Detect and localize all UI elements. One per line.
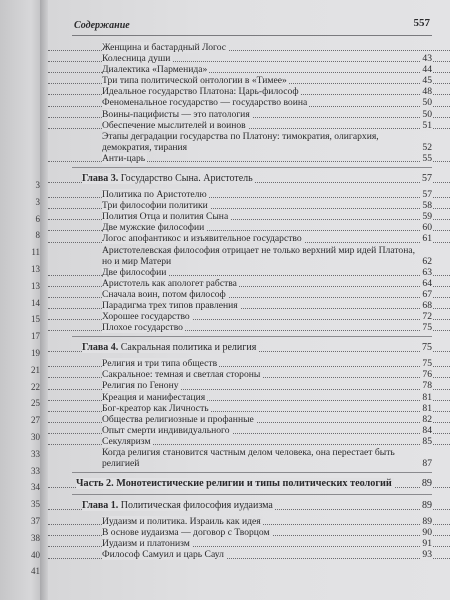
toc-entry <box>48 109 450 120</box>
toc-entry <box>48 538 450 549</box>
toc-entry-title: Три философии политики <box>102 200 208 212</box>
toc-entry <box>48 369 450 380</box>
toc-entry <box>48 414 450 425</box>
toc-entry <box>48 425 450 436</box>
toc-entry-page: 85 <box>422 435 432 447</box>
toc-entry <box>48 403 450 414</box>
toc-entry-title: Сначала воин, потом философ <box>102 288 226 300</box>
left-page-number: 33 <box>31 465 40 476</box>
toc-entry <box>48 153 450 164</box>
section-divider <box>72 167 432 168</box>
left-page-number: 8 <box>35 230 40 241</box>
toc-entry <box>48 436 450 447</box>
toc-entry-title: Плохое государство <box>102 322 183 334</box>
toc-entry-title: Полития Отца и полития Сына <box>102 211 229 223</box>
toc-entry-title: Хорошее государство <box>102 311 190 323</box>
toc-entry <box>48 516 450 527</box>
table-of-contents <box>48 42 450 561</box>
toc-entry <box>48 447 450 469</box>
toc-entry-page: 93 <box>422 549 432 561</box>
toc-entry-title: Логос апофантикос и изъявительное государство <box>102 233 302 245</box>
chapter-page: 89 <box>422 500 432 512</box>
toc-entry-title: Иудаизм и платонизм <box>102 538 190 550</box>
toc-entry-page: 67 <box>422 288 432 300</box>
toc-entry-page: 89 <box>422 516 432 528</box>
toc-entry <box>48 549 450 560</box>
part-page: 89 <box>421 478 432 490</box>
toc-entry-page: 45 <box>422 75 432 87</box>
toc-entry <box>48 267 450 278</box>
toc-entry-page: 81 <box>422 391 432 403</box>
left-page-number: 22 <box>31 381 40 392</box>
toc-entry-title: Анти-царь <box>102 152 146 164</box>
toc-section-ch1 <box>48 516 450 560</box>
toc-entry-page: 91 <box>422 538 432 550</box>
toc-chapter-3 <box>48 173 450 185</box>
toc-entry-page: 50 <box>422 97 432 109</box>
toc-entry <box>48 53 450 64</box>
left-page-number: 27 <box>31 415 40 426</box>
toc-entry-page: 81 <box>422 402 432 414</box>
left-page-number: 15 <box>31 314 40 325</box>
toc-entry <box>48 97 450 108</box>
toc-entry-page: 75 <box>422 322 432 334</box>
left-page-number: 13 <box>31 280 40 291</box>
chapter-label: Глава 1. <box>82 500 119 512</box>
chapter-title: Политическая философия иудаизма <box>120 500 273 512</box>
toc-section-ch3 <box>48 189 450 333</box>
toc-entry-page: 48 <box>422 86 432 98</box>
toc-entry-title: Аристотелевская философия отрицает не только верхний мир идей Платона, но и мир Матери <box>102 244 415 267</box>
toc-entry-page: 44 <box>422 64 432 76</box>
left-page-number: 6 <box>35 213 40 224</box>
toc-entry-title: Аристотель как апологет рабства <box>102 277 237 289</box>
toc-entry-page: 84 <box>422 424 432 436</box>
toc-chapter-1 <box>48 500 450 512</box>
toc-entry <box>48 86 450 97</box>
toc-section-top <box>48 42 450 164</box>
toc-entry-title: Парадигма трех типов правления <box>102 299 238 311</box>
toc-entry <box>48 527 450 538</box>
toc-entry-page: 63 <box>422 266 432 278</box>
previous-page-edge <box>0 0 44 600</box>
toc-entry-page: 87 <box>422 458 432 470</box>
toc-entry-title: Креация и манифестация <box>102 391 206 403</box>
toc-entry-title: Идеальное государство Платона: Царь-философ <box>102 86 299 98</box>
header-rule <box>72 35 432 36</box>
left-page-number: 40 <box>31 549 40 560</box>
toc-entry-title: Когда религия становится частным делом человека, она перестает быть религией <box>102 447 395 470</box>
section-divider <box>72 494 432 495</box>
toc-entry-title: В основе иудаизма — договор с Творцом <box>102 527 270 539</box>
section-divider <box>72 472 432 473</box>
toc-entry-page: 75 <box>422 358 432 370</box>
toc-entry <box>48 120 450 131</box>
toc-entry-page: 43 <box>422 53 432 65</box>
toc-entry-page: 68 <box>422 299 432 311</box>
toc-entry-title: Воины-пацифисты — это патология <box>102 108 250 120</box>
left-page-number: 13 <box>31 264 40 274</box>
toc-entry-page: 90 <box>422 527 432 539</box>
toc-entry <box>48 75 450 86</box>
toc-entry-title: Религия и три типа обществ <box>102 358 218 370</box>
toc-entry <box>48 211 450 222</box>
toc-entry-page: 78 <box>422 380 432 392</box>
toc-entry <box>48 42 450 53</box>
left-page-number: 11 <box>31 247 40 258</box>
toc-entry-title: Диалектика «Парменида» <box>102 64 208 76</box>
toc-entry-title: Обеспечение мыслителей и воинов <box>102 119 246 131</box>
toc-entry <box>48 311 450 322</box>
toc-entry-title: Секуляризм <box>102 435 151 447</box>
toc-entry-title: Женщина и бастардный Логос <box>102 42 227 53</box>
running-head: Содержание <box>74 20 130 31</box>
chapter-title: Сакральная политика и религия <box>120 342 257 354</box>
toc-entry-title: Религия по Генону <box>102 380 179 392</box>
left-page-number: 14 <box>31 297 40 308</box>
part-title: Монотеистические религии и типы политических теологий <box>116 478 392 490</box>
toc-entry-page: 57 <box>422 189 432 201</box>
toc-entry <box>48 245 450 267</box>
toc-entry <box>48 64 450 75</box>
toc-entry-title: Философ Самуил и царь Саул <box>102 549 224 561</box>
toc-entry-page: 64 <box>422 277 432 289</box>
chapter-label: Глава 3. <box>82 173 119 185</box>
chapter-page: 75 <box>422 342 432 354</box>
toc-entry <box>48 358 450 369</box>
contents-page <box>48 0 450 600</box>
toc-part-2 <box>48 478 450 490</box>
toc-entry-page: 60 <box>422 222 432 234</box>
toc-entry-title: Колесница души <box>102 53 171 65</box>
toc-entry <box>48 289 450 300</box>
left-page-number: 35 <box>31 499 40 510</box>
left-page-number: 34 <box>31 482 40 493</box>
toc-entry-title: Две мужские философии <box>102 222 205 234</box>
toc-entry <box>48 222 450 233</box>
toc-entry-page: 55 <box>422 152 432 164</box>
left-page-number: 30 <box>31 432 40 442</box>
toc-entry <box>48 233 450 244</box>
toc-entry-page: 82 <box>422 413 432 425</box>
toc-entry <box>48 322 450 333</box>
chapter-page: 57 <box>422 173 432 185</box>
toc-entry <box>48 300 450 311</box>
toc-entry-page: 76 <box>422 369 432 381</box>
toc-entry-page: 72 <box>422 311 432 323</box>
chapter-label: Глава 4. <box>82 342 119 354</box>
toc-entry-page: 52 <box>422 141 432 153</box>
toc-entry <box>48 380 450 391</box>
toc-entry-title: Политика по Аристотелю <box>102 189 207 201</box>
toc-entry-page: 50 <box>422 108 432 120</box>
toc-chapter-4 <box>48 342 450 354</box>
toc-entry-page: 59 <box>422 211 432 223</box>
toc-entry-title: Две философии <box>102 266 167 278</box>
left-page-number: 37 <box>31 516 40 526</box>
part-label: Часть 2. <box>76 478 114 490</box>
toc-entry <box>48 278 450 289</box>
toc-entry-title: Иудаизм и политика. Израиль как идея <box>102 516 261 528</box>
toc-entry-page: 51 <box>422 119 432 131</box>
toc-section-ch4 <box>48 358 450 469</box>
toc-entry-page: 61 <box>422 233 432 245</box>
toc-entry-title: Сакральное: темная и светлая стороны <box>102 369 261 381</box>
toc-entry-page: 62 <box>422 255 432 267</box>
left-page-number: 41 <box>31 566 40 577</box>
toc-entry <box>48 200 450 211</box>
left-page-number: 38 <box>31 532 40 543</box>
left-page-number: 19 <box>31 348 40 358</box>
toc-entry <box>48 189 450 200</box>
left-page-number: 3 <box>35 196 40 207</box>
toc-entry-title: Бог-креатор как Личность <box>102 402 209 414</box>
left-page-number: 33 <box>31 448 40 459</box>
page-number: 557 <box>413 17 430 29</box>
toc-entry-title: Феноменальное государство — государство воина <box>102 97 308 109</box>
section-divider <box>72 336 432 337</box>
toc-entry-page: 58 <box>422 200 432 212</box>
left-page-number: 25 <box>31 398 40 409</box>
toc-entry <box>48 131 450 153</box>
left-page-number: 17 <box>31 331 40 342</box>
toc-entry-title: Три типа политической онтологии в «Тимее» <box>102 75 287 87</box>
toc-entry-title: Опыт смерти индивидуального <box>102 424 230 436</box>
toc-entry-title: Общества религиозные и профанные <box>102 413 254 425</box>
toc-entry-title: Этапы деградации государства по Платону: тимократия, олигархия, демократия, тирания <box>102 130 379 153</box>
left-page-number: 21 <box>31 364 40 375</box>
left-page-number: 3 <box>35 180 40 190</box>
chapter-title: Государство Сына. Аристотель <box>120 173 253 185</box>
toc-entry <box>48 392 450 403</box>
